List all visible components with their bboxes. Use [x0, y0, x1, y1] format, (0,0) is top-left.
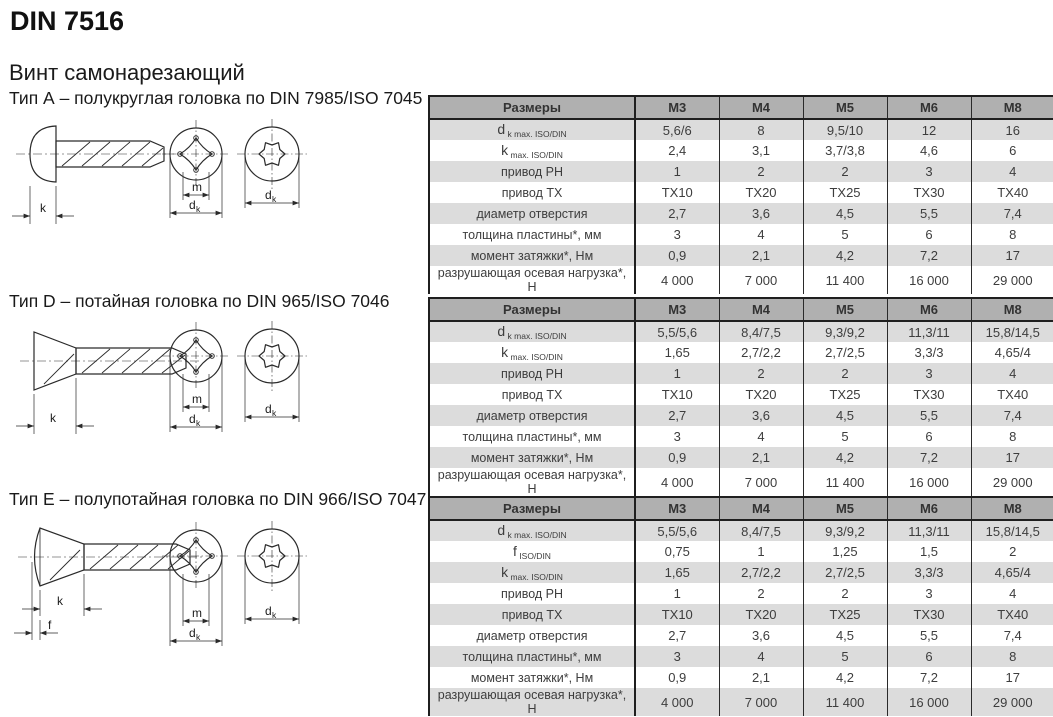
row-label: толщина пластины*, мм: [462, 227, 602, 242]
value-cell: 5: [803, 224, 887, 245]
value-cell: 15,8/14,5: [971, 520, 1053, 541]
value-cell: 3,6: [719, 625, 803, 646]
col-header: Размеры: [429, 96, 635, 119]
value-cell: 5,5: [887, 625, 971, 646]
table-row: [429, 140, 1053, 161]
dim-label-f: f: [48, 618, 52, 632]
value-cell: 2: [803, 161, 887, 182]
value-cell: 3,6: [719, 203, 803, 224]
row-label: привод TX: [429, 604, 635, 625]
row-label: момент затяжки*, Нм: [429, 245, 635, 266]
value-cell: 6: [887, 426, 971, 447]
col-header: M5: [803, 497, 887, 520]
row-label: разрушающая осевая нагрузка*, Н: [429, 688, 635, 716]
dim-label-m: m: [192, 606, 202, 620]
row-label: разрушающая осевая нагрузка*, Н: [437, 266, 627, 294]
value-cell: 3,1: [719, 140, 803, 161]
dim-label-dk: d: [189, 412, 196, 426]
table-row: [429, 426, 1053, 447]
row-label: диаметр отверстия: [476, 628, 588, 643]
phillips-head-view: [162, 322, 230, 432]
dim-label-dk-sub: k: [272, 194, 277, 204]
value-cell: TX20: [719, 182, 803, 203]
table-row: [429, 224, 1053, 245]
value-cell: 1: [635, 363, 719, 384]
value-cell: 5,5/5,6: [635, 321, 719, 342]
value-cell: 7,4: [971, 625, 1053, 646]
col-header: Размеры: [429, 298, 635, 321]
value-cell: 16: [971, 119, 1053, 140]
value-cell: 4: [971, 583, 1053, 604]
row-label: d $_{k max. ISO/DIN}$: [429, 520, 635, 541]
value-cell: 2,4: [635, 140, 719, 161]
row-label: разрушающая осевая нагрузка*, Н: [437, 468, 627, 496]
row-label: привод PH: [429, 161, 635, 182]
table-row: [429, 688, 1053, 716]
col-header: M6: [887, 96, 971, 119]
value-cell: 9,3/9,2: [803, 520, 887, 541]
table-row: [429, 447, 1053, 468]
value-cell: 3,7/3,8: [803, 140, 887, 161]
value-cell: 2,1: [719, 667, 803, 688]
table-row: [429, 604, 1053, 625]
value-cell: 5,5/5,6: [635, 520, 719, 541]
table-row: [429, 562, 1053, 583]
row-label: диаметр отверстия: [429, 405, 635, 426]
section-heading-type-e: Тип E – полупотайная головка по DIN 966/ISO 7047: [9, 489, 427, 509]
value-cell: 3,6: [719, 405, 803, 426]
value-cell: 17: [971, 245, 1053, 266]
value-cell: 5: [803, 646, 887, 667]
row-label: d $_{k max. ISO/DIN}$: [429, 321, 635, 342]
value-cell: 4 000: [635, 688, 719, 716]
value-cell: TX10: [635, 182, 719, 203]
value-cell: 2,7: [635, 625, 719, 646]
dim-label-k: k: [57, 594, 63, 608]
value-cell: 4,5: [803, 405, 887, 426]
value-cell: 7 000: [719, 266, 803, 294]
row-label: толщина пластины*, мм: [429, 646, 635, 667]
value-cell: 4,6: [887, 140, 971, 161]
row-label: привод TX: [501, 185, 563, 200]
row-label: d $_{k max. ISO/DIN}$: [429, 119, 635, 140]
table-row: [429, 625, 1053, 646]
value-cell: 29 000: [971, 688, 1053, 716]
value-cell: 16 000: [887, 688, 971, 716]
value-cell: 7 000: [719, 468, 803, 496]
value-cell: 2,7/2,5: [803, 562, 887, 583]
dim-label-dk: d: [189, 626, 196, 640]
col-header: M4: [719, 298, 803, 321]
col-header: Размеры: [429, 497, 635, 520]
section-heading-type-d: Тип D – потайная головка по DIN 965/ISO 7046: [9, 291, 390, 311]
dim-label-m: m: [192, 392, 202, 406]
value-cell: 3: [635, 224, 719, 245]
col-header: M4: [719, 96, 803, 119]
value-cell: 5,6/6: [635, 119, 719, 140]
torx-head-view: [237, 321, 307, 422]
value-cell: 8,4/7,5: [719, 321, 803, 342]
value-cell: 2,1: [719, 447, 803, 468]
dim-label-dk: d: [265, 402, 272, 416]
dim-label-dk: d: [265, 188, 272, 202]
value-cell: 1,65: [635, 342, 719, 363]
page-subtitle: Винт самонарезающий: [9, 60, 245, 85]
value-cell: 1,5: [887, 541, 971, 562]
screw-side-view: [16, 332, 200, 434]
value-cell: 2: [719, 363, 803, 384]
value-cell: 1,65: [635, 562, 719, 583]
col-header: M3: [635, 497, 719, 520]
value-cell: 4,5: [803, 203, 887, 224]
table-row: [429, 161, 1053, 182]
table-row: [429, 583, 1053, 604]
table-row: [429, 342, 1053, 363]
value-cell: 3,3/3: [887, 562, 971, 583]
value-cell: 15,8/14,5: [971, 321, 1053, 342]
value-cell: 3: [887, 363, 971, 384]
table-row: [429, 541, 1053, 562]
value-cell: 9,5/10: [803, 119, 887, 140]
value-cell: 2: [719, 161, 803, 182]
dim-label-k: k: [40, 201, 46, 215]
value-cell: 17: [971, 447, 1053, 468]
phillips-head-view: [162, 120, 230, 218]
value-cell: 4,5: [803, 625, 887, 646]
value-cell: 0,9: [635, 245, 719, 266]
value-cell: 2: [803, 583, 887, 604]
col-header: M6: [887, 298, 971, 321]
dim-label-dk-sub: k: [196, 204, 201, 214]
value-cell: TX20: [719, 384, 803, 405]
value-cell: 4,65/4: [971, 342, 1053, 363]
dim-label-dk: d: [189, 198, 196, 212]
value-cell: 5: [803, 426, 887, 447]
table-row: [429, 321, 1053, 342]
value-cell: 8: [971, 426, 1053, 447]
value-cell: 4: [971, 363, 1053, 384]
col-header: M4: [719, 497, 803, 520]
value-cell: 1: [719, 541, 803, 562]
value-cell: 5,5: [887, 203, 971, 224]
table-row: [429, 182, 1053, 203]
value-cell: 7,2: [887, 245, 971, 266]
drawing-type-e: [4, 512, 427, 677]
screw-side-view: [14, 528, 202, 640]
value-cell: 3: [887, 161, 971, 182]
value-cell: 4: [719, 646, 803, 667]
value-cell: 2,7/2,2: [719, 562, 803, 583]
col-header: M5: [803, 298, 887, 321]
value-cell: 4 000: [635, 468, 719, 496]
dim-label-dk-sub: k: [272, 610, 277, 620]
value-cell: 2,7/2,2: [719, 342, 803, 363]
value-cell: 2,7/2,5: [803, 342, 887, 363]
col-header: M3: [635, 96, 719, 119]
table-row: [429, 384, 1053, 405]
table-header-row: [429, 96, 1053, 119]
table-row: [429, 405, 1053, 426]
value-cell: 4: [719, 426, 803, 447]
value-cell: 7,2: [887, 667, 971, 688]
table-row: [429, 667, 1053, 688]
row-label: момент затяжки*, Нм: [429, 447, 635, 468]
row-label: k $_{max. ISO/DIN}$: [429, 562, 635, 583]
col-header: M3: [635, 298, 719, 321]
torx-head-view: [237, 521, 307, 624]
table-row: [429, 363, 1053, 384]
value-cell: TX40: [971, 182, 1053, 203]
row-label: k $_{max. ISO/DIN}$: [501, 343, 563, 362]
value-cell: 4: [719, 224, 803, 245]
dim-label-dk: d: [265, 604, 272, 618]
value-cell: 6: [887, 224, 971, 245]
row-label: привод TX: [501, 387, 563, 402]
value-cell: 1: [635, 583, 719, 604]
value-cell: 3,3/3: [887, 342, 971, 363]
value-cell: 2,7: [635, 405, 719, 426]
table-header-row: [429, 298, 1053, 321]
table-row: [429, 520, 1053, 541]
value-cell: TX40: [971, 384, 1053, 405]
value-cell: 17: [971, 667, 1053, 688]
value-cell: 11 400: [803, 266, 887, 294]
page-title: DIN 7516: [10, 6, 125, 36]
value-cell: 2: [803, 363, 887, 384]
value-cell: 9,3/9,2: [803, 321, 887, 342]
value-cell: 0,75: [635, 541, 719, 562]
value-cell: TX10: [635, 384, 719, 405]
row-label: привод PH: [500, 586, 563, 601]
row-label: момент затяжки*, Нм: [470, 670, 594, 685]
value-cell: 6: [887, 646, 971, 667]
value-cell: TX30: [887, 384, 971, 405]
value-cell: 29 000: [971, 468, 1053, 496]
value-cell: 2: [719, 583, 803, 604]
value-cell: 8: [971, 224, 1053, 245]
value-cell: 7 000: [719, 688, 803, 716]
phillips-head-view: [162, 522, 230, 646]
value-cell: 4: [971, 161, 1053, 182]
col-header: M8: [971, 298, 1053, 321]
row-label: f $_{ISO/DIN}$: [513, 542, 551, 561]
spec-table-type-e: [428, 496, 1053, 716]
value-cell: 0,9: [635, 447, 719, 468]
drawing-type-d: [4, 316, 427, 458]
value-cell: 11 400: [803, 688, 887, 716]
value-cell: 8: [971, 646, 1053, 667]
value-cell: 16 000: [887, 266, 971, 294]
value-cell: 4,2: [803, 667, 887, 688]
value-cell: 3: [635, 426, 719, 447]
table-row: [429, 468, 1053, 496]
value-cell: 1,25: [803, 541, 887, 562]
table-row: [429, 266, 1053, 294]
table-row: [429, 245, 1053, 266]
value-cell: TX25: [803, 384, 887, 405]
value-cell: 7,2: [887, 447, 971, 468]
table-row: [429, 119, 1053, 140]
value-cell: 8,4/7,5: [719, 520, 803, 541]
row-label: привод PH: [429, 363, 635, 384]
value-cell: 3: [887, 583, 971, 604]
value-cell: 7,4: [971, 203, 1053, 224]
row-label: толщина пластины*, мм: [462, 429, 602, 444]
value-cell: 8: [719, 119, 803, 140]
dim-label-m: m: [192, 180, 202, 194]
value-cell: TX25: [803, 182, 887, 203]
value-cell: 11,3/11: [887, 321, 971, 342]
screw-side-view: [12, 126, 176, 224]
drawing-type-a: [4, 112, 427, 234]
value-cell: 12: [887, 119, 971, 140]
value-cell: 29 000: [971, 266, 1053, 294]
spec-table-type-a: [428, 95, 1053, 294]
torx-head-view: [237, 119, 307, 208]
value-cell: 1: [635, 161, 719, 182]
col-header: M8: [971, 96, 1053, 119]
value-cell: TX10: [635, 604, 719, 625]
section-heading-type-a: Тип А – полукруглая головка по DIN 7985/ISO 7045: [9, 88, 423, 108]
value-cell: TX30: [887, 604, 971, 625]
spec-table-type-d: [428, 297, 1053, 496]
value-cell: 4,2: [803, 245, 887, 266]
value-cell: TX20: [719, 604, 803, 625]
value-cell: 4,65/4: [971, 562, 1053, 583]
value-cell: 4 000: [635, 266, 719, 294]
value-cell: 2,1: [719, 245, 803, 266]
dim-label-k: k: [50, 411, 56, 425]
dim-label-dk-sub: k: [272, 408, 277, 418]
value-cell: 2,7: [635, 203, 719, 224]
value-cell: TX25: [803, 604, 887, 625]
value-cell: TX30: [887, 182, 971, 203]
value-cell: 11,3/11: [887, 520, 971, 541]
value-cell: 7,4: [971, 405, 1053, 426]
value-cell: 0,9: [635, 667, 719, 688]
value-cell: 2: [971, 541, 1053, 562]
value-cell: TX40: [971, 604, 1053, 625]
row-label: k $_{max. ISO/DIN}$: [501, 141, 563, 160]
value-cell: 5,5: [887, 405, 971, 426]
value-cell: 16 000: [887, 468, 971, 496]
value-cell: 6: [971, 140, 1053, 161]
table-row: [429, 203, 1053, 224]
col-header: M6: [887, 497, 971, 520]
value-cell: 3: [635, 646, 719, 667]
value-cell: 4,2: [803, 447, 887, 468]
col-header: M5: [803, 96, 887, 119]
table-row: [429, 646, 1053, 667]
dim-label-dk-sub: k: [196, 418, 201, 428]
col-header: M8: [971, 497, 1053, 520]
row-label: диаметр отверстия: [429, 203, 635, 224]
table-header-row: [429, 497, 1053, 520]
value-cell: 11 400: [803, 468, 887, 496]
dim-label-dk-sub: k: [196, 632, 201, 642]
